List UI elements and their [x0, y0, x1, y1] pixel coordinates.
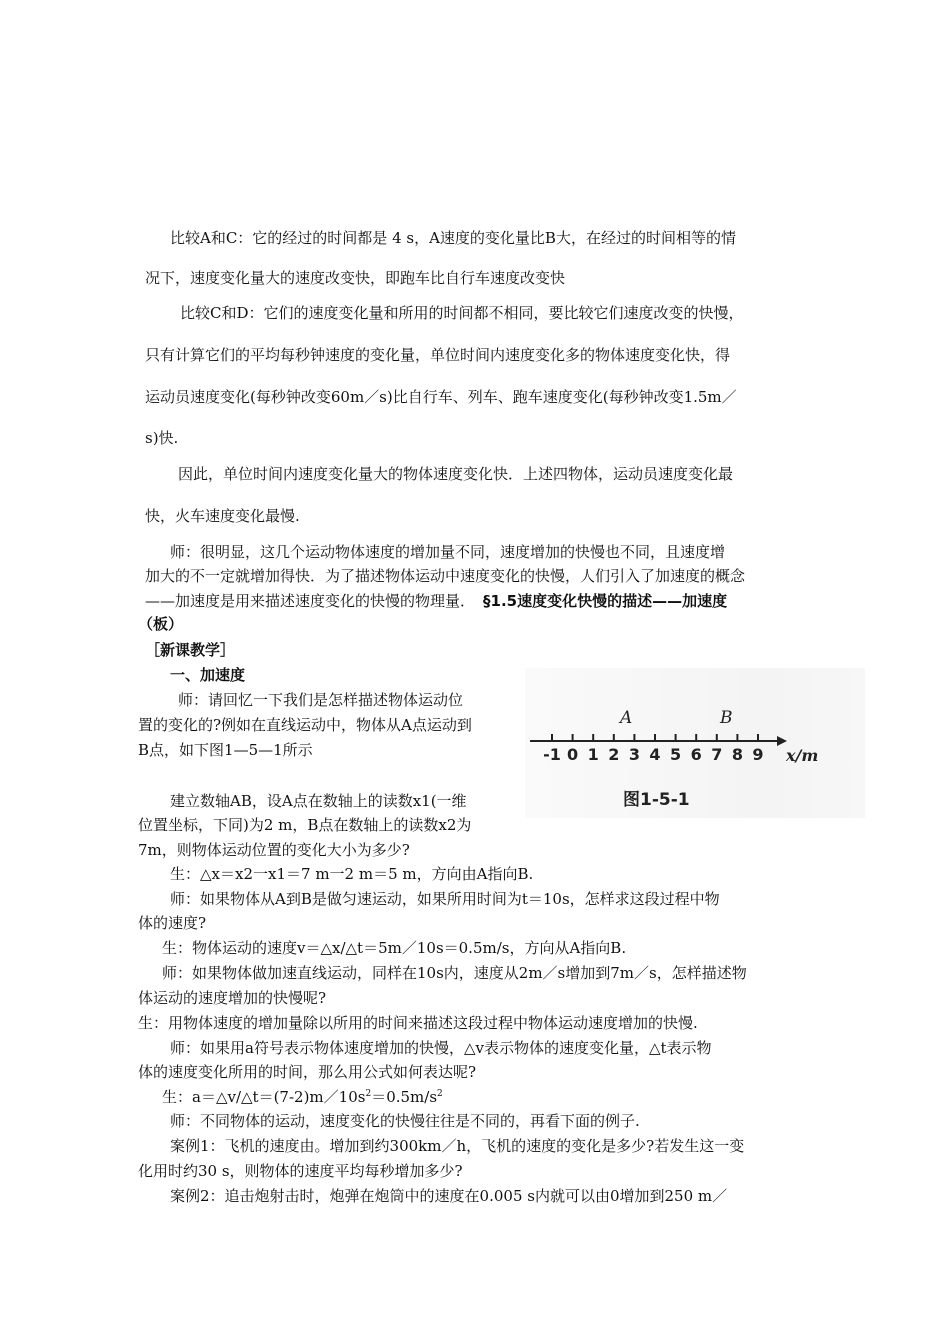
figure-caption: 图1-5-1: [623, 790, 690, 810]
text-line: 7m，则物体运动位置的变化大小为多少?: [138, 841, 410, 859]
superscript: 2: [437, 1089, 443, 1099]
text-line: 况下，速度变化量大的速度改变快，即跑车比自行车速度改变快: [145, 269, 566, 287]
formula-text: ＝0.5m/s: [371, 1088, 438, 1106]
tick-labels: [543, 745, 763, 764]
superscript: 2: [365, 1089, 372, 1099]
text-line: [162, 1087, 443, 1107]
text-span: ——加速度是用来描述速度变化的快慢的物理量．: [145, 592, 476, 610]
tick-label: 0: [567, 745, 579, 764]
text-line: 体的速度变化所用的时间，那么用公式如何表达呢?: [138, 1063, 477, 1081]
text-line: （板）: [138, 615, 184, 633]
text-line: s)快.: [145, 429, 179, 447]
tick-label: 8: [731, 745, 743, 764]
text-line: 师：请回忆一下我们是怎样描述物体运动位: [178, 691, 464, 709]
text-line: 因此，单位时间内速度变化量大的物体速度变化快．上述四物体，运动员速度变化最: [178, 465, 734, 483]
axis-label: x/m: [786, 746, 819, 765]
tick-label: -1: [543, 745, 561, 764]
point-a-label: A: [620, 708, 633, 728]
tick-label: 6: [690, 745, 702, 764]
text-line: B点，如下图1—5—1所示: [138, 741, 313, 759]
axis-arrow: [777, 736, 787, 746]
text-line: [145, 591, 727, 611]
text-line: 案例1：飞机的速度由。增加到约300km／h，飞机的速度的变化是多少?若发生这一变: [170, 1137, 745, 1155]
heading: 一、加速度: [170, 666, 246, 684]
text-line: 师：很明显，这几个运动物体速度的增加量不同，速度增加的快慢也不同，且速度增: [170, 543, 726, 561]
text-line: 比较A和C：它的经过的时间都是 4 s，A速度的变化量比B大，在经过的时间相等的情: [170, 229, 736, 247]
tick-label: 7: [711, 745, 723, 764]
text-line: 位置坐标，下同)为2 m，B点在数轴上的读数x2为: [138, 816, 472, 834]
number-line-svg: [525, 668, 865, 818]
text-line: 快，火车速度变化最慢.: [145, 507, 300, 525]
text-line: 生：△x＝x2一x1＝7 m一2 m＝5 m，方向由A指向B.: [170, 865, 534, 883]
tick-label: 2: [608, 745, 620, 764]
text-line: 生：物体运动的速度v＝△x/△t＝5m／10s＝0.5m/s，方向从A指向B.: [162, 939, 627, 957]
text-line: 案例2：追击炮射击时，炮弹在炮筒中的速度在0.005 s内就可以由0增加到250 m／: [170, 1187, 728, 1205]
text-line: 置的变化的?例如在直线运动中，物体从A点运动到: [138, 716, 472, 734]
tick-label: 5: [670, 745, 682, 764]
text-line: 师：不同物体的运动，速度变化的快慢往往是不同的，再看下面的例子.: [170, 1112, 640, 1130]
text-line: 师：如果物体做加速直线运动，同样在10s内，速度从2m／s增加到7m／s，怎样描述物: [162, 964, 747, 982]
text-line: 生：用物体速度的增加量除以所用的时间来描述这段过程中物体运动速度增加的快慢.: [138, 1014, 698, 1032]
tick-label: 9: [752, 745, 764, 764]
number-line-figure: [525, 668, 865, 818]
text-line: 师：如果物体从A到B是做匀速运动，如果所用时间为t＝10s，怎样求这段过程中物: [170, 890, 720, 908]
point-b-label: B: [720, 708, 733, 728]
tick-label: 1: [587, 745, 599, 764]
text-line: 比较C和D：它们的速度变化量和所用的时间都不相同，要比较它们速度改变的快慢，: [180, 304, 744, 322]
text-line: 建立数轴AB，设A点在数轴上的读数x1(一维: [170, 792, 467, 810]
text-line: 体运动的速度增加的快慢呢?: [138, 989, 327, 1007]
section-title: §1.5速度变化快慢的描述——加速度: [483, 592, 728, 610]
formula-text: 生：a＝△v/△t＝(7-2)m／10s: [162, 1088, 366, 1106]
text-line: 运动员速度变化(每秒钟改变60m／s)比自行车、列车、跑车速度变化(每秒钟改变1.5m／: [145, 388, 737, 406]
text-line: 师：如果用a符号表示物体速度增加的快慢，△v表示物体的速度变化量，△t表示物: [170, 1039, 712, 1057]
tick-label: 4: [649, 745, 661, 764]
text-line: 化用时约30 s，则物体的速度平均每秒增加多少?: [138, 1162, 463, 1180]
section-label: ［新课教学］: [145, 641, 236, 659]
text-line: 加大的不一定就增加得快．为了描述物体运动中速度变化的快慢，人们引入了加速度的概念: [145, 567, 746, 585]
text-line: 只有计算它们的平均每秒钟速度的变化量，单位时间内速度变化多的物体速度变化快，得: [145, 346, 731, 364]
tick-marks: [552, 734, 758, 741]
tick-label: 3: [628, 745, 640, 764]
text-line: 体的速度?: [138, 914, 207, 932]
